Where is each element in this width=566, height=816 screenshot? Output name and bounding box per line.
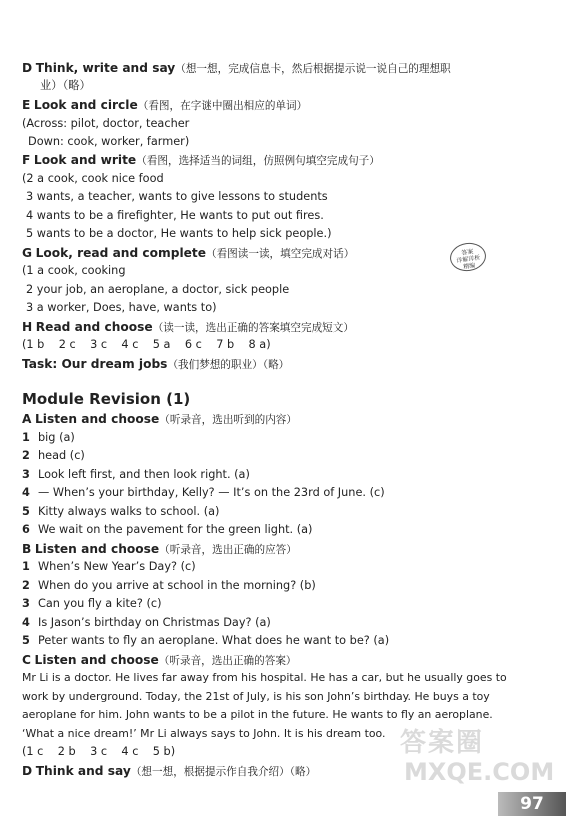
section-d-continued: 业）（略） <box>40 79 91 92</box>
list-item: 4 — When’s your birthday, Kelly? — It’s on the 23rd of June. (c) <box>22 486 385 499</box>
section-d2-heading: D Think and say（想一想，根据提示作自我介绍）（略） <box>22 764 317 778</box>
answer-line: (Across: pilot, doctor, teacher <box>22 117 190 130</box>
paragraph-line: Mr Li is a doctor. He lives far away from his hospital. He has a car, but he usually goes to <box>22 671 507 684</box>
list-item: 2 When do you arrive at school in the morning? (b) <box>22 579 316 592</box>
answer-line: 3 wants, a teacher, wants to give lessons to students <box>26 190 328 203</box>
list-item: 5 Peter wants to fly an aeroplane. What does he want to be? (a) <box>22 634 390 647</box>
list-item: 4 Is Jason’s birthday on Christmas Day? (a) <box>22 616 271 629</box>
section-g-heading: G Look, read and complete（看图读一读，填空完成对话） <box>22 246 355 260</box>
section-d-heading: D Think, write and say（想一想，完成信息卡，然后根据提示说一说自己的理想职 <box>22 61 451 75</box>
section-e-heading: E Look and circle（看图，在字谜中圈出相应的单词） <box>22 98 308 112</box>
section-b-heading: B Listen and choose（听录音，选出正确的应答） <box>22 542 297 556</box>
task-heading: Task: Our dream jobs（我们梦想的职业）（略） <box>22 357 290 371</box>
list-item: 6 We wait on the pavement for the green light. (a) <box>22 523 313 536</box>
answer-line: 3 a worker, Does, have, wants to) <box>26 301 217 314</box>
section-h-heading: H Read and choose（读一读，选出正确的答案填空完成短文） <box>22 320 354 334</box>
site-watermark: 答案圈 MXQE.COM <box>400 728 555 786</box>
answer-line: Down: cook, worker, farmer) <box>28 135 190 148</box>
list-item: 3 Can you fly a kite? (c) <box>22 597 162 610</box>
list-item: 2 head (c) <box>22 449 85 462</box>
module-title: Module Revision (1) <box>22 390 191 408</box>
answer-line: (1 b 2 c 3 c 4 c 5 a 6 c 7 b 8 a) <box>22 338 271 351</box>
section-c-heading: C Listen and choose（听录音，选出正确的答案） <box>22 653 297 667</box>
list-item: 1 big (a) <box>22 431 75 444</box>
answer-line: (1 a cook, cooking <box>22 264 126 277</box>
section-a-heading: A Listen and choose（听录音，选出听到的内容） <box>22 412 297 426</box>
list-item: 3 Look left first, and then look right. (a) <box>22 468 250 481</box>
answer-line: (1 c 2 b 3 c 4 c 5 b) <box>22 745 176 758</box>
answer-line: 4 wants to be a firefighter, He wants to put out fires. <box>26 209 324 222</box>
list-item: 1 When’s New Year’s Day? (c) <box>22 560 196 573</box>
list-item: 5 Kitty always walks to school. (a) <box>22 505 220 518</box>
page-number: 97 <box>498 792 566 816</box>
answer-line: 2 your job, an aeroplane, a doctor, sick people <box>26 283 290 296</box>
answer-line: 5 wants to be a doctor, He wants to help sick people.) <box>26 227 332 240</box>
paragraph-line: work by underground. Today, the 21st of July, is his son John’s birthday. He buys a toy <box>22 690 490 703</box>
section-f-heading: F Look and write（看图，选择适当的词组，仿照例句填空完成句子） <box>22 153 380 167</box>
answer-stamp: 答案 详解详析 精编 <box>448 241 488 274</box>
paragraph-line: ‘What a nice dream!’ Mr Li always says to John. It is his dream too. <box>22 727 386 740</box>
answer-line: (2 a cook, cook nice food <box>22 172 164 185</box>
paragraph-line: aeroplane for him. John wants to be a pilot in the future. He wants to fly an aeroplane. <box>22 708 493 721</box>
